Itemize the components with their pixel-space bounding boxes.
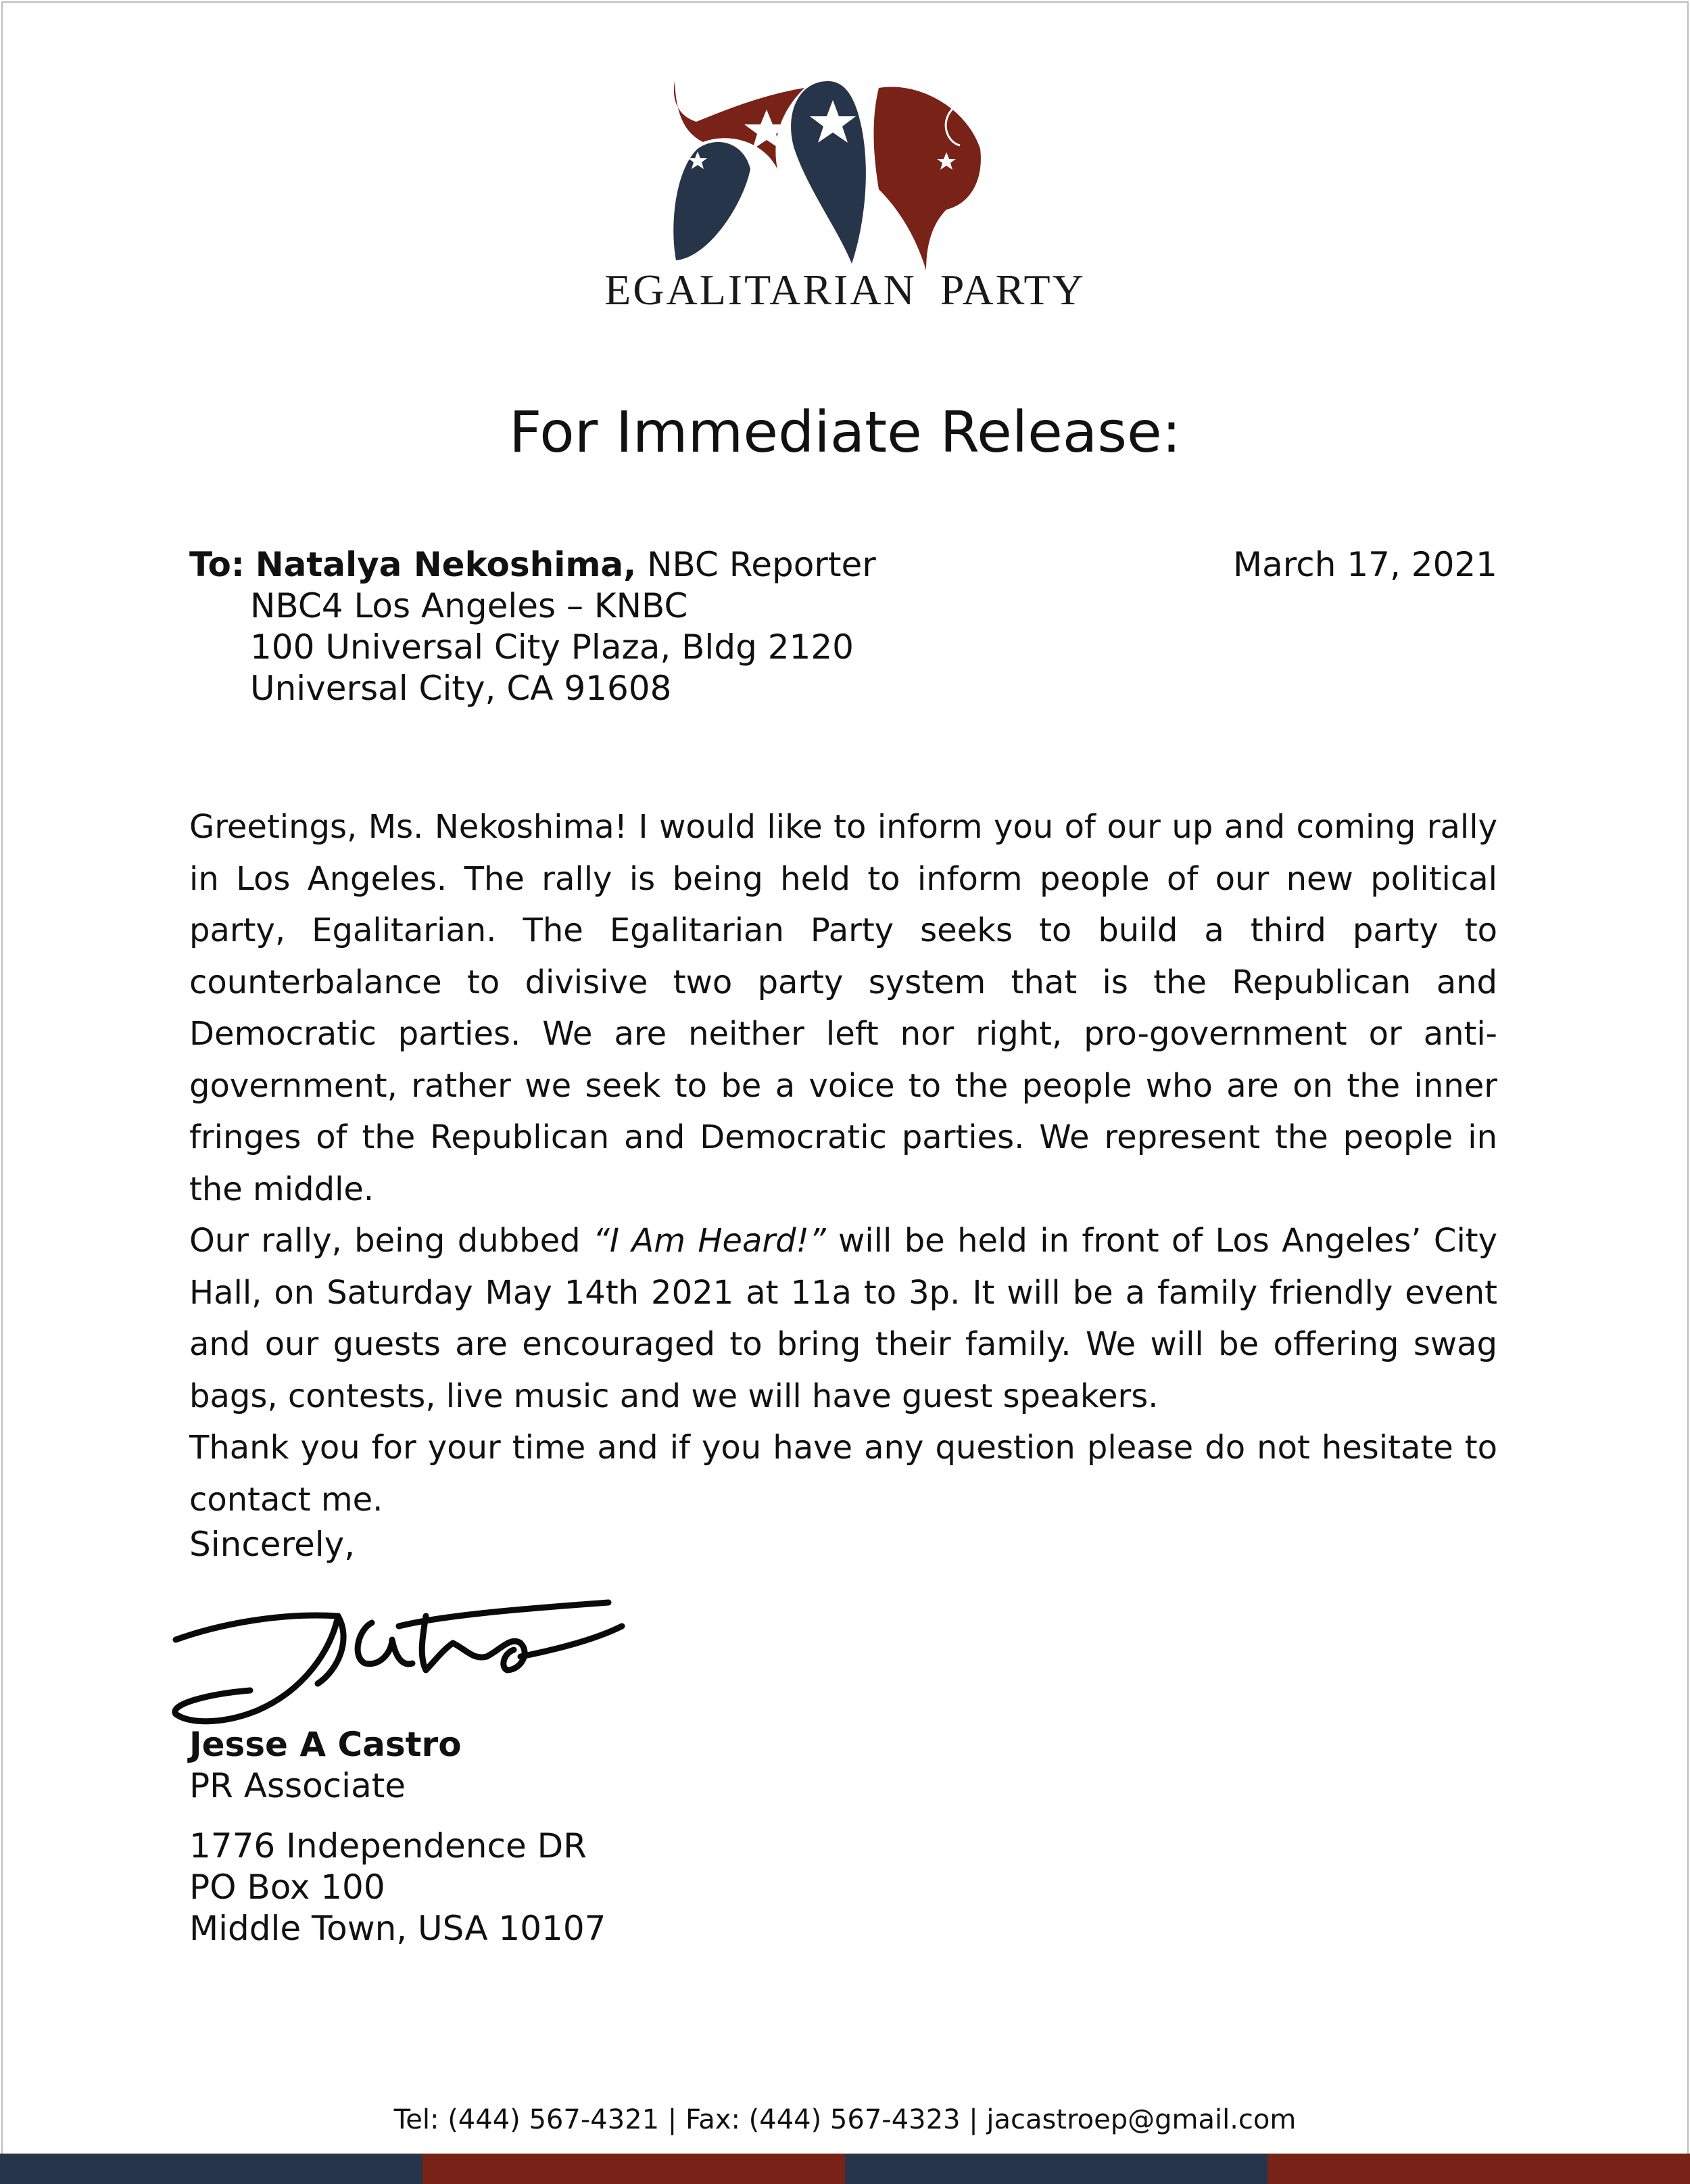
recipient-address-line: Universal City, CA 91608 <box>250 669 672 708</box>
sender-address <box>189 1826 606 1949</box>
party-name: EGALITARIAN PARTY <box>604 266 1086 314</box>
footer-color-bar <box>0 2154 1690 2184</box>
signer-name: Jesse A Castro <box>189 1725 462 1764</box>
body-paragraph <box>189 1215 1497 1422</box>
sender-address-line: PO Box 100 <box>189 1868 385 1907</box>
letter-body <box>189 801 1497 1525</box>
recipient-address-line: 100 Universal City Plaza, Bldg 2120 <box>250 627 854 667</box>
body-paragraph-text: will be held in front of Los Angeles’ City Hall, on Saturday May 14th 2021 at 11a to 3p. It will be a family friendly event and our guests are encouraged to bring their family. We will be offering swag bags, contests, live music and we will have guest speakers. <box>189 1222 1498 1415</box>
party-logo <box>649 68 1041 284</box>
recipient-title: NBC Reporter <box>647 545 876 584</box>
to-label: To: <box>189 545 245 584</box>
body-paragraph: Thank you for your time and if you have any question please do not hesitate to contact me. <box>189 1429 1497 1519</box>
recipient-line <box>189 544 876 586</box>
recipient-name: Natalya Nekoshima, <box>255 545 637 584</box>
recipient-address-line: NBC4 Los Angeles – KNBC <box>250 586 688 625</box>
color-bar-segment <box>422 2154 845 2184</box>
release-title: For Immediate Release: <box>508 399 1181 465</box>
body-paragraph: Greetings, Ms. Nekoshima! I would like to inform you of our up and coming rally in Los Angeles. The rally is being held to inform people of our new political party, Egalitarian. The Egalitarian Party seeks to build a third party to counterbalance to divisive two party system that is the Republican and Democratic parties. We are neither left nor right, pro-government or anti-government, rather we seek to be a voice to the people who are on the inner fringes of the Republican and Democratic parties. We represent the people in the middle. <box>189 808 1497 1208</box>
bison-stars-icon <box>649 68 1041 284</box>
letter-date: March 17, 2021 <box>1233 545 1497 584</box>
color-bar-segment <box>845 2154 1268 2184</box>
sender-address-line: 1776 Independence DR <box>189 1826 587 1866</box>
rally-name: “I Am Heard!” <box>592 1222 826 1260</box>
handwritten-signature-icon <box>135 1575 676 1738</box>
color-bar-segment <box>0 2154 422 2184</box>
sender-address-line: Middle Town, USA 10107 <box>189 1909 606 1948</box>
footer-contact: Tel: (444) 567-4321 | Fax: (444) 567-4323 | jacastroep@gmail.com <box>393 2104 1297 2135</box>
signer-block <box>189 1724 462 1807</box>
body-paragraph-text: Our rally, being dubbed <box>189 1222 593 1260</box>
recipient-block <box>189 544 876 709</box>
signer-title: PR Associate <box>189 1766 406 1805</box>
closing: Sincerely, <box>189 1525 356 1564</box>
color-bar-segment <box>1268 2154 1690 2184</box>
signature <box>135 1575 676 1738</box>
